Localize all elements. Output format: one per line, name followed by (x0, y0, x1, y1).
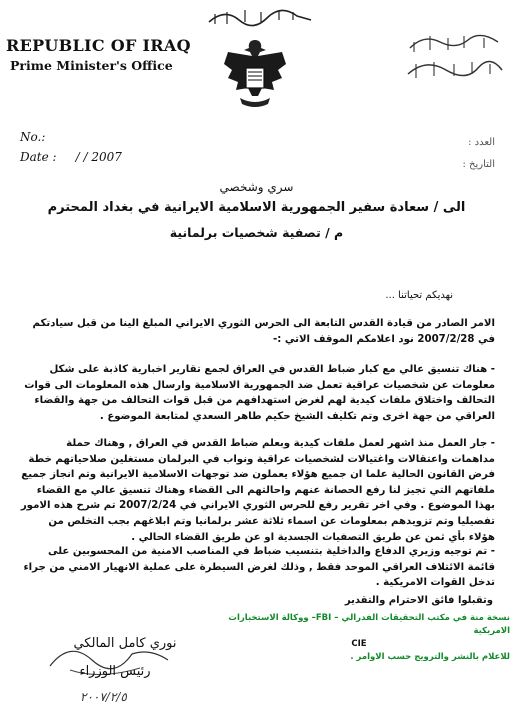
date-label: Date : (20, 150, 57, 164)
arabic-letterhead-seal (404, 28, 504, 86)
date-value: / / 2007 (75, 150, 122, 164)
greeting-line: نهديكم تحياتنا ... (385, 290, 453, 301)
stamp-line-1: نسخة منة في مكتب التحقيقات الفدرالي – FBI– ووكالة الاستخبارات الامريكية (228, 613, 510, 636)
classification-label: سري وشخصي (219, 180, 294, 194)
stamp-line-2: CIE (351, 639, 367, 649)
signatory-title: رئيس الوزراء (79, 664, 151, 679)
closing-line: وتقبلوا فائق الاحترام والتقدير (344, 595, 493, 606)
addressee-line: الى / سعادة سفير الجمهورية الاسلامية الايرانية في بغداد المحترم (47, 200, 466, 215)
subject-line: م / تصفية شخصيات برلمانية (169, 225, 344, 240)
green-distribution-stamp (208, 612, 510, 664)
reference-number-field (20, 130, 45, 144)
handwritten-date: ٢٠٠٧/٢/٥ (80, 690, 127, 704)
body-paragraph-3: - جار العمل منذ اشهر لعمل ملفات كيدية وبعلم ضباط القدس في العراق , وهناك حملة مداهمات واعتقالات واغتيالات لشخصيات عراقية ونواب في البرلمان مستغلين صلاحياتهم خطة فرض القانون الحالية علما ان جميع هؤلاء يعملون ضد توجهات الاسلامية الايرانية وتم انجاز جميع ملفاتهم التي تجيز لنا رفع الحصانة عنهم واحالتهم الى القضاء وهناك تنسيق عالي مع القضاء بهذا الموضوع . وفي اخر تقرير رفع للحرس الثوري الايراني في 2007/2/24 تم شرح هذه الامور تفصيليا وتم تزويدهم بمعلومات عن اسماء ثلاثة عشر برلمانيا وتم ابلاغهم بجب التخلص من هؤلاء بأي ثمن عن طريق التصفيات الجسدية او عن طريق القضاء الحالي . (20, 438, 495, 543)
date-field (20, 150, 122, 164)
body-paragraph-4: - تم توجيه وزيري الدفاع والداخلية بتنسيب ضباط في المناصب الامنية من المحسوبين على قائمة الائتلاف العراقي الموحد فقط , وذلك لغرض السيطرة على عملية الانهيار الامني من جراء تدخل القوات الامريكية . (23, 546, 495, 589)
no-label: No.: (20, 130, 46, 144)
body-paragraph-1: الامر الصادر من قيادة القدس التابعة الى الحرس الثوري الايراني المبلغ الينا من قبل سيادتكم في 2007/2/28 نود اعلامكم الموقف الاتي :- (32, 318, 495, 345)
arabic-reference-block (335, 132, 495, 176)
signatory-name: نوري كامل المالكي (73, 636, 177, 651)
body-paragraph-2: - هناك تنسيق عالي مع كبار ضباط القدس في العراق لجمع تقارير اخبارية كاذبة على شكل معلومات عن شخصيات عراقية تعمل ضد الجمهورية الاسلامية وارسال هذه المعلومات الى قوات التحالف واختلاق ملفات كيدية لهم لغرض استهدافهم من قبل قوات التحالف من جهة والقضاء العراقي من جهة اخرى وتم تكليف الشيخ حكيم طاهر السعدي لمتابعة الموضوع . (24, 364, 495, 422)
stamp-line-3: للاعلام بالنشر والترويج حسب الاوامر . (350, 652, 510, 662)
basmala-calligraphy (205, 4, 315, 28)
arabic-date-label: التاريخ : (462, 159, 495, 170)
eagle-emblem-icon (222, 34, 288, 114)
header-republic-of-iraq: REPUBLIC OF IRAQ (6, 36, 191, 55)
arabic-ref-label: العدد : (468, 137, 495, 148)
header-prime-ministers-office: Prime Minister's Office (10, 58, 173, 73)
